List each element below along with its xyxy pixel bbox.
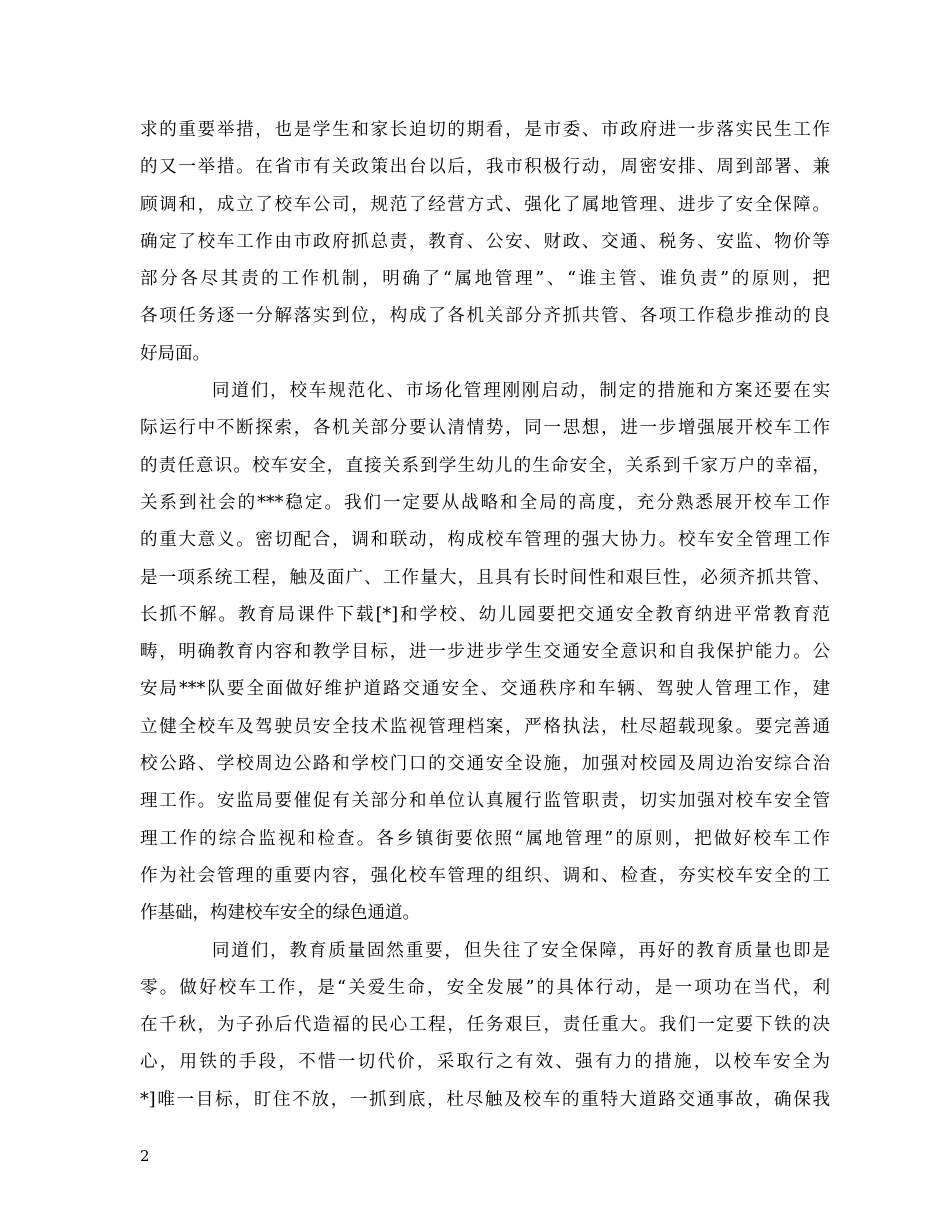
text-line: 畴，明确教育内容和教学目标，进一步进步学生交通安全意识和自我保护能力。公 [140, 642, 830, 663]
text-line: 同道们，校车规范化、市场化管理刚刚启动，制定的措施和方案还要在实 [212, 381, 830, 402]
text-line: *]唯一目标，盯住不放，一抓到底，杜尽触及校车的重特大道路交通事故，确保我 [140, 1089, 830, 1110]
text-line: 的重大意义。密切配合，调和联动，构成校车管理的强大协力。校车安全管理工作 [140, 530, 830, 551]
text-line: 确定了校车工作由市政府抓总责，教育、公安、财政、交通、税务、安监、物价等 [140, 231, 830, 252]
text-line: 在千秋，为子孙后代造福的民心工程，任务艰巨，责任重大。我们一定要下铁的决 [140, 1015, 830, 1036]
paragraph-3 [140, 933, 830, 1119]
text-line: 理工作。安监局要催促有关部分和单位认真履行监管职责，切实加强对校车安全管 [140, 791, 830, 812]
text-line: 是一项系统工程，触及面广、工作量大，且具有长时间性和艰巨性，必须齐抓共管、 [140, 567, 830, 588]
text-line: 同道们，教育质量固然重要，但失往了安全保障，再好的教育质量也即是 [212, 940, 830, 961]
text-line: 零。做好校车工作，是“关爱生命，安全发展”的具体行动，是一项功在当代，利 [140, 977, 830, 998]
text-line: 理工作的综合监视和检查。各乡镇街要依照“属地管理”的原则，把做好校车工作 [140, 828, 830, 849]
text-line: 心，用铁的手段，不惜一切代价，采取行之有效、强有力的措施，以校车安全为 [140, 1052, 830, 1073]
paragraph-1 [140, 112, 830, 373]
text-line: 的责任意识。校车安全，直接关系到学生幼儿的生命安全，关系到千家万户的幸福， [140, 455, 830, 476]
text-line: 作基础，构建校车安全的绿色通道。 [140, 903, 420, 924]
text-line: 顾调和，成立了校车公司，规范了经营方式、强化了属地管理、进步了安全保障。 [140, 194, 830, 215]
text-line: 长抓不解。教育局课件下载[*]和学校、幼儿园要把交通安全教育纳进平常教育范 [140, 604, 830, 625]
text-line: 的又一举措。在省市有关政策出台以后，我市积极行动，周密安排、周到部署、兼 [140, 157, 830, 178]
text-line: 部分各尽其责的工作机制，明确了“属地管理”、“谁主管、谁负责”的原则，把 [140, 269, 830, 290]
text-line: 关系到社会的***稳定。我们一定要从战略和全局的高度，充分熟悉展开校车工作 [140, 492, 830, 513]
text-line: 校公路、学校周边公路和学校门口的交通安全设施，加强对校园及周边治安综合治 [140, 754, 830, 775]
text-line: 求的重要举措，也是学生和家长迫切的期看，是市委、市政府进一步落实民生工作 [140, 120, 830, 140]
text-line: 际运行中不断探索，各机关部分要认清情势，同一思想，进一步增强展开校车工作 [140, 418, 830, 439]
text-line: 好局面。 [140, 343, 210, 364]
document-body [140, 112, 830, 1119]
page-number: 2 [140, 1147, 150, 1165]
paragraph-2 [140, 373, 830, 932]
text-line: 作为社会管理的重要内容，强化校车管理的组织、调和、检查，夯实校车安全的工 [140, 865, 830, 886]
text-line: 安局***队要全面做好维护道路交通安全、交通秩序和车辆、驾驶人管理工作，建 [140, 679, 830, 700]
text-line: 立健全校车及驾驶员安全技术监视管理档案，严格执法，杜尽超载现象。要完善通 [140, 716, 830, 737]
text-line: 各项任务逐一分解落实到位，构成了各机关部分齐抓共管、各项工作稳步推动的良 [140, 306, 830, 327]
